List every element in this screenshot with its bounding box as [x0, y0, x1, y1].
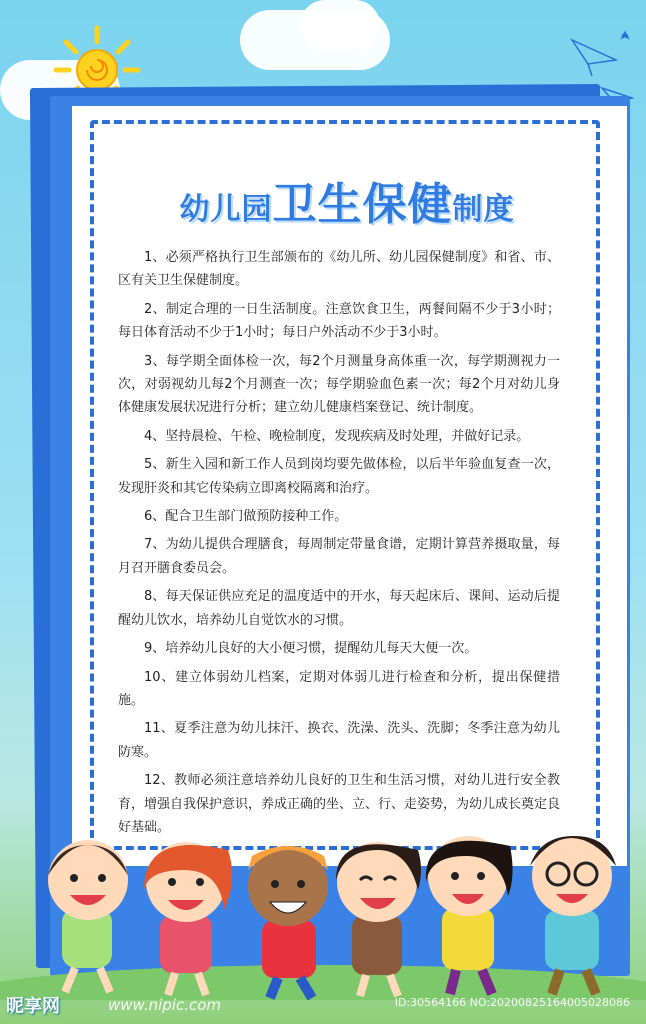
rule-item: 1、必须严格执行卫生部颁布的《幼儿所、幼儿园保健制度》和省、市、区有关卫生保健制度。 — [118, 250, 560, 289]
rule-item: 10、建立体弱幼儿档案，定期对体弱儿进行检查和分析，提出保健措施。 — [118, 669, 560, 708]
rule-item: 4、坚持晨检、午检、晚检制度，发现疾病及时处理，并做好记录。 — [144, 428, 530, 444]
cloud-icon — [300, 0, 380, 50]
rule-item: 8、每天保证供应充足的温度适中的开水，每天起床后、课间、运动后提醒幼儿饮水，培养幼儿自觉饮水的习惯。 — [118, 589, 560, 628]
rule-item: 2、制定合理的一日生活制度。注意饮食卫生，两餐间隔不少于3小时；每日体育活动不少于1小时；每日户外活动不少于3小时。 — [118, 301, 560, 341]
watermark-url: www.nipic.com — [108, 996, 222, 1014]
title-prefix: 幼儿园 — [179, 192, 273, 227]
rule-item: 12、教师必须注意培养幼儿良好的卫生和生活习惯，对幼儿进行安全教育，增强自我保护意识，养成正确的坐、立、行、走姿势，为幼儿成长奠定良好基础。 — [118, 773, 561, 835]
rule-item: 7、为幼儿提供合理膳食，每周制定带量食谱，定期计算营养摄取量，每月召开膳食委员会。 — [118, 537, 560, 576]
page-title — [92, 168, 602, 232]
sun-icon — [52, 18, 142, 98]
title-suffix: 制度 — [452, 192, 515, 227]
rule-item: 11、夏季注意为幼儿抹汗、换衣、洗澡、洗头、洗脚；冬季注意为幼儿防寒。 — [118, 721, 560, 760]
rule-item: 5、新生入园和新工作人员到岗均要先做体检，以后半年验血复查一次，发现肝炎和其它传染病立即离校隔离和治疗。 — [118, 457, 560, 496]
watermark-logo: 昵享网 — [6, 996, 60, 1017]
watermark-id: ID:30564166 NO:20200825164005028086 — [394, 996, 630, 1009]
title-main: 卫生保健 — [272, 179, 453, 230]
rule-item: 6、配合卫生部门做预防接种工作。 — [144, 509, 348, 525]
rules-list — [118, 246, 560, 844]
kids-illustration — [0, 820, 646, 1000]
rule-item: 3、每学期全面体检一次，每2个月测量身高体重一次，每学期测视力一次，对弱视幼儿每2个月测查一次；每学期验血色素一次；每2个月对幼儿身体健康发展状况进行分析；建立幼儿健康档案登记、统计制度。 — [118, 353, 560, 416]
kid-icon — [48, 840, 128, 992]
kid-icon — [530, 836, 616, 994]
rule-item: 9、培养幼儿良好的大小便习惯，提醒幼儿每天大便一次。 — [144, 641, 478, 657]
